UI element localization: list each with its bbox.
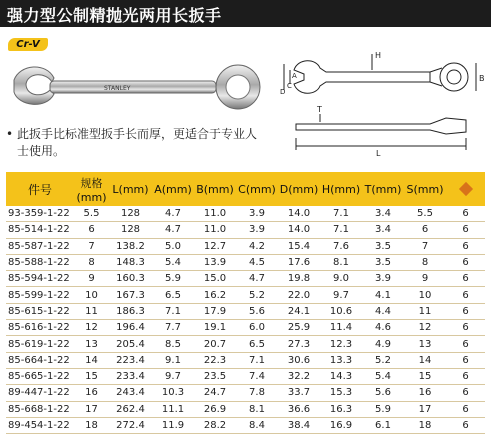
cell-s: 12 (404, 320, 446, 336)
cell-a: 7.1 (152, 303, 194, 319)
cell-s: 11 (404, 303, 446, 319)
cell-b: 11.0 (194, 222, 236, 238)
drawing-label-a: A (292, 72, 297, 80)
table-row (6, 320, 485, 336)
cell-size: 18 (74, 417, 109, 433)
col-header-size: 规格(mm) (74, 172, 109, 206)
cell-s: 8 (404, 254, 446, 270)
cell-t: 6.1 (362, 417, 404, 433)
cell-h: 15.3 (320, 385, 362, 401)
cell-size: 11 (74, 303, 109, 319)
cell-t: 3.5 (362, 254, 404, 270)
col-header-part-no: 件号 (6, 172, 74, 206)
cell-b: 24.7 (194, 385, 236, 401)
cell-l: 138.2 (109, 238, 152, 254)
cell-h: 7.1 (320, 206, 362, 222)
cell-l: 243.4 (109, 385, 152, 401)
cell-s: 16 (404, 385, 446, 401)
cell-c: 8.1 (236, 401, 278, 417)
cell-c: 5.2 (236, 287, 278, 303)
cell-pack: 6 (446, 320, 485, 336)
cell-h: 7.6 (320, 238, 362, 254)
cell-b: 11.0 (194, 206, 236, 222)
cell-part-no: 93-359-1-22 (6, 206, 74, 222)
cell-t: 4.4 (362, 303, 404, 319)
cell-size: 6 (74, 222, 109, 238)
cell-c: 4.7 (236, 271, 278, 287)
cell-s: 5.5 (404, 206, 446, 222)
cell-d: 36.6 (278, 401, 320, 417)
cell-c: 7.8 (236, 385, 278, 401)
cell-t: 4.6 (362, 320, 404, 336)
cell-d: 33.7 (278, 385, 320, 401)
cell-a: 9.7 (152, 368, 194, 384)
cell-b: 16.2 (194, 287, 236, 303)
cell-t: 5.6 (362, 385, 404, 401)
cell-b: 26.9 (194, 401, 236, 417)
cell-t: 4.9 (362, 336, 404, 352)
table-row (6, 352, 485, 368)
cell-pack: 6 (446, 352, 485, 368)
cell-h: 9.0 (320, 271, 362, 287)
cell-size: 5.5 (74, 206, 109, 222)
dimension-drawing (280, 48, 486, 170)
cell-pack: 6 (446, 222, 485, 238)
cell-b: 28.2 (194, 417, 236, 433)
description-bullet: • (6, 127, 14, 141)
cell-l: 186.3 (109, 303, 152, 319)
cell-part-no: 85-514-1-22 (6, 222, 74, 238)
cell-c: 4.5 (236, 254, 278, 270)
cell-part-no: 85-664-1-22 (6, 352, 74, 368)
cell-pack: 6 (446, 417, 485, 433)
cell-d: 38.4 (278, 417, 320, 433)
drawing-label-t: T (317, 105, 322, 114)
cell-pack: 6 (446, 336, 485, 352)
cell-d: 30.6 (278, 352, 320, 368)
cell-pack: 6 (446, 303, 485, 319)
cell-d: 14.0 (278, 206, 320, 222)
cell-a: 9.1 (152, 352, 194, 368)
cell-d: 24.1 (278, 303, 320, 319)
col-header-t: T(mm) (362, 172, 404, 206)
cell-h: 13.3 (320, 352, 362, 368)
cell-pack: 6 (446, 271, 485, 287)
cell-size: 7 (74, 238, 109, 254)
description-text: 此扳手比标准型扳手长而厚，更适合于专业人士使用。 (17, 127, 258, 158)
table-row (6, 238, 485, 254)
col-header-s: S(mm) (404, 172, 446, 206)
cell-s: 6 (404, 222, 446, 238)
cell-h: 16.3 (320, 401, 362, 417)
cell-part-no: 89-454-1-22 (6, 417, 74, 433)
cell-part-no: 89-447-1-22 (6, 385, 74, 401)
material-badge-label: Cr-V (16, 39, 40, 50)
cell-b: 15.0 (194, 271, 236, 287)
cell-size: 12 (74, 320, 109, 336)
cell-d: 27.3 (278, 336, 320, 352)
col-header-c: C(mm) (236, 172, 278, 206)
cell-h: 16.9 (320, 417, 362, 433)
drawing-label-d: D (280, 88, 286, 96)
cell-a: 8.5 (152, 336, 194, 352)
cell-a: 6.5 (152, 287, 194, 303)
cell-l: 160.3 (109, 271, 152, 287)
cell-a: 5.4 (152, 254, 194, 270)
table-body (6, 206, 485, 434)
cell-l: 205.4 (109, 336, 152, 352)
cell-size: 15 (74, 368, 109, 384)
cell-c: 3.9 (236, 206, 278, 222)
drawing-label-c: C (287, 82, 292, 90)
cell-a: 4.7 (152, 222, 194, 238)
cell-a: 11.9 (152, 417, 194, 433)
cell-h: 12.3 (320, 336, 362, 352)
cell-part-no: 85-588-1-22 (6, 254, 74, 270)
drawing-label-b: B (479, 74, 485, 83)
cell-s: 9 (404, 271, 446, 287)
cell-b: 12.7 (194, 238, 236, 254)
cell-a: 10.3 (152, 385, 194, 401)
cell-l: 167.3 (109, 287, 152, 303)
cell-b: 20.7 (194, 336, 236, 352)
cell-pack: 6 (446, 385, 485, 401)
cell-l: 223.4 (109, 352, 152, 368)
cell-size: 13 (74, 336, 109, 352)
cell-t: 3.4 (362, 222, 404, 238)
cell-a: 7.7 (152, 320, 194, 336)
table-row (6, 254, 485, 270)
cell-t: 5.2 (362, 352, 404, 368)
cell-d: 14.0 (278, 222, 320, 238)
cell-c: 6.5 (236, 336, 278, 352)
cell-s: 10 (404, 287, 446, 303)
cell-a: 11.1 (152, 401, 194, 417)
page-title: 强力型公制精抛光两用长扳手 (7, 6, 222, 25)
cell-b: 23.5 (194, 368, 236, 384)
cell-s: 13 (404, 336, 446, 352)
drawing-label-l: L (376, 149, 381, 158)
cell-part-no: 85-616-1-22 (6, 320, 74, 336)
cell-s: 18 (404, 417, 446, 433)
cell-part-no: 85-615-1-22 (6, 303, 74, 319)
cell-s: 15 (404, 368, 446, 384)
cell-part-no: 85-668-1-22 (6, 401, 74, 417)
col-header-l: L(mm) (109, 172, 152, 206)
cell-t: 4.1 (362, 287, 404, 303)
table-row (6, 222, 485, 238)
title-bar (0, 0, 491, 27)
cell-a: 4.7 (152, 206, 194, 222)
cell-pack: 6 (446, 254, 485, 270)
table-row (6, 417, 485, 433)
cell-pack: 6 (446, 401, 485, 417)
table-row (6, 336, 485, 352)
table-row (6, 401, 485, 417)
cell-size: 9 (74, 271, 109, 287)
cell-l: 128 (109, 222, 152, 238)
cell-part-no: 85-599-1-22 (6, 287, 74, 303)
spec-table (6, 172, 485, 434)
cell-b: 17.9 (194, 303, 236, 319)
cell-part-no: 85-594-1-22 (6, 271, 74, 287)
table-row (6, 271, 485, 287)
cell-c: 5.6 (236, 303, 278, 319)
cell-size: 14 (74, 352, 109, 368)
cell-l: 262.4 (109, 401, 152, 417)
cell-d: 25.9 (278, 320, 320, 336)
cell-c: 7.4 (236, 368, 278, 384)
table-row (6, 303, 485, 319)
col-header-a: A(mm) (152, 172, 194, 206)
cell-t: 3.9 (362, 271, 404, 287)
cell-h: 9.7 (320, 287, 362, 303)
cell-l: 272.4 (109, 417, 152, 433)
cell-pack: 6 (446, 287, 485, 303)
cell-t: 3.5 (362, 238, 404, 254)
cell-s: 14 (404, 352, 446, 368)
cell-l: 148.3 (109, 254, 152, 270)
cell-d: 32.2 (278, 368, 320, 384)
cell-d: 17.6 (278, 254, 320, 270)
cell-pack: 6 (446, 368, 485, 384)
cell-a: 5.9 (152, 271, 194, 287)
cell-h: 11.4 (320, 320, 362, 336)
cell-b: 13.9 (194, 254, 236, 270)
cell-h: 10.6 (320, 303, 362, 319)
table-row (6, 368, 485, 384)
cell-t: 3.4 (362, 206, 404, 222)
table-row (6, 385, 485, 401)
cell-s: 17 (404, 401, 446, 417)
cell-d: 22.0 (278, 287, 320, 303)
material-badge (8, 38, 48, 51)
cell-c: 7.1 (236, 352, 278, 368)
cell-h: 7.1 (320, 222, 362, 238)
cell-h: 8.1 (320, 254, 362, 270)
col-header-b: B(mm) (194, 172, 236, 206)
cell-l: 233.4 (109, 368, 152, 384)
cell-h: 14.3 (320, 368, 362, 384)
table-header-row (6, 172, 485, 206)
cell-size: 16 (74, 385, 109, 401)
cell-t: 5.9 (362, 401, 404, 417)
cell-t: 5.4 (362, 368, 404, 384)
table-row (6, 287, 485, 303)
wrench-brand-label: STANLEY (104, 85, 131, 92)
cell-pack: 6 (446, 206, 485, 222)
cell-size: 10 (74, 287, 109, 303)
cell-c: 8.4 (236, 417, 278, 433)
cell-l: 196.4 (109, 320, 152, 336)
cell-b: 19.1 (194, 320, 236, 336)
table-row (6, 206, 485, 222)
cell-s: 7 (404, 238, 446, 254)
cell-pack: 6 (446, 238, 485, 254)
cell-part-no: 85-665-1-22 (6, 368, 74, 384)
cell-part-no: 85-619-1-22 (6, 336, 74, 352)
cell-c: 3.9 (236, 222, 278, 238)
col-header-d: D(mm) (278, 172, 320, 206)
package-icon (458, 181, 472, 195)
cell-c: 4.2 (236, 238, 278, 254)
cell-d: 15.4 (278, 238, 320, 254)
col-header-h: H(mm) (320, 172, 362, 206)
wrench-photo (6, 58, 268, 120)
cell-d: 19.8 (278, 271, 320, 287)
col-header-pack (446, 172, 485, 206)
cell-l: 128 (109, 206, 152, 222)
drawing-label-h: H (375, 51, 382, 60)
cell-c: 6.0 (236, 320, 278, 336)
cell-size: 17 (74, 401, 109, 417)
cell-part-no: 85-587-1-22 (6, 238, 74, 254)
cell-b: 22.3 (194, 352, 236, 368)
cell-size: 8 (74, 254, 109, 270)
cell-a: 5.0 (152, 238, 194, 254)
